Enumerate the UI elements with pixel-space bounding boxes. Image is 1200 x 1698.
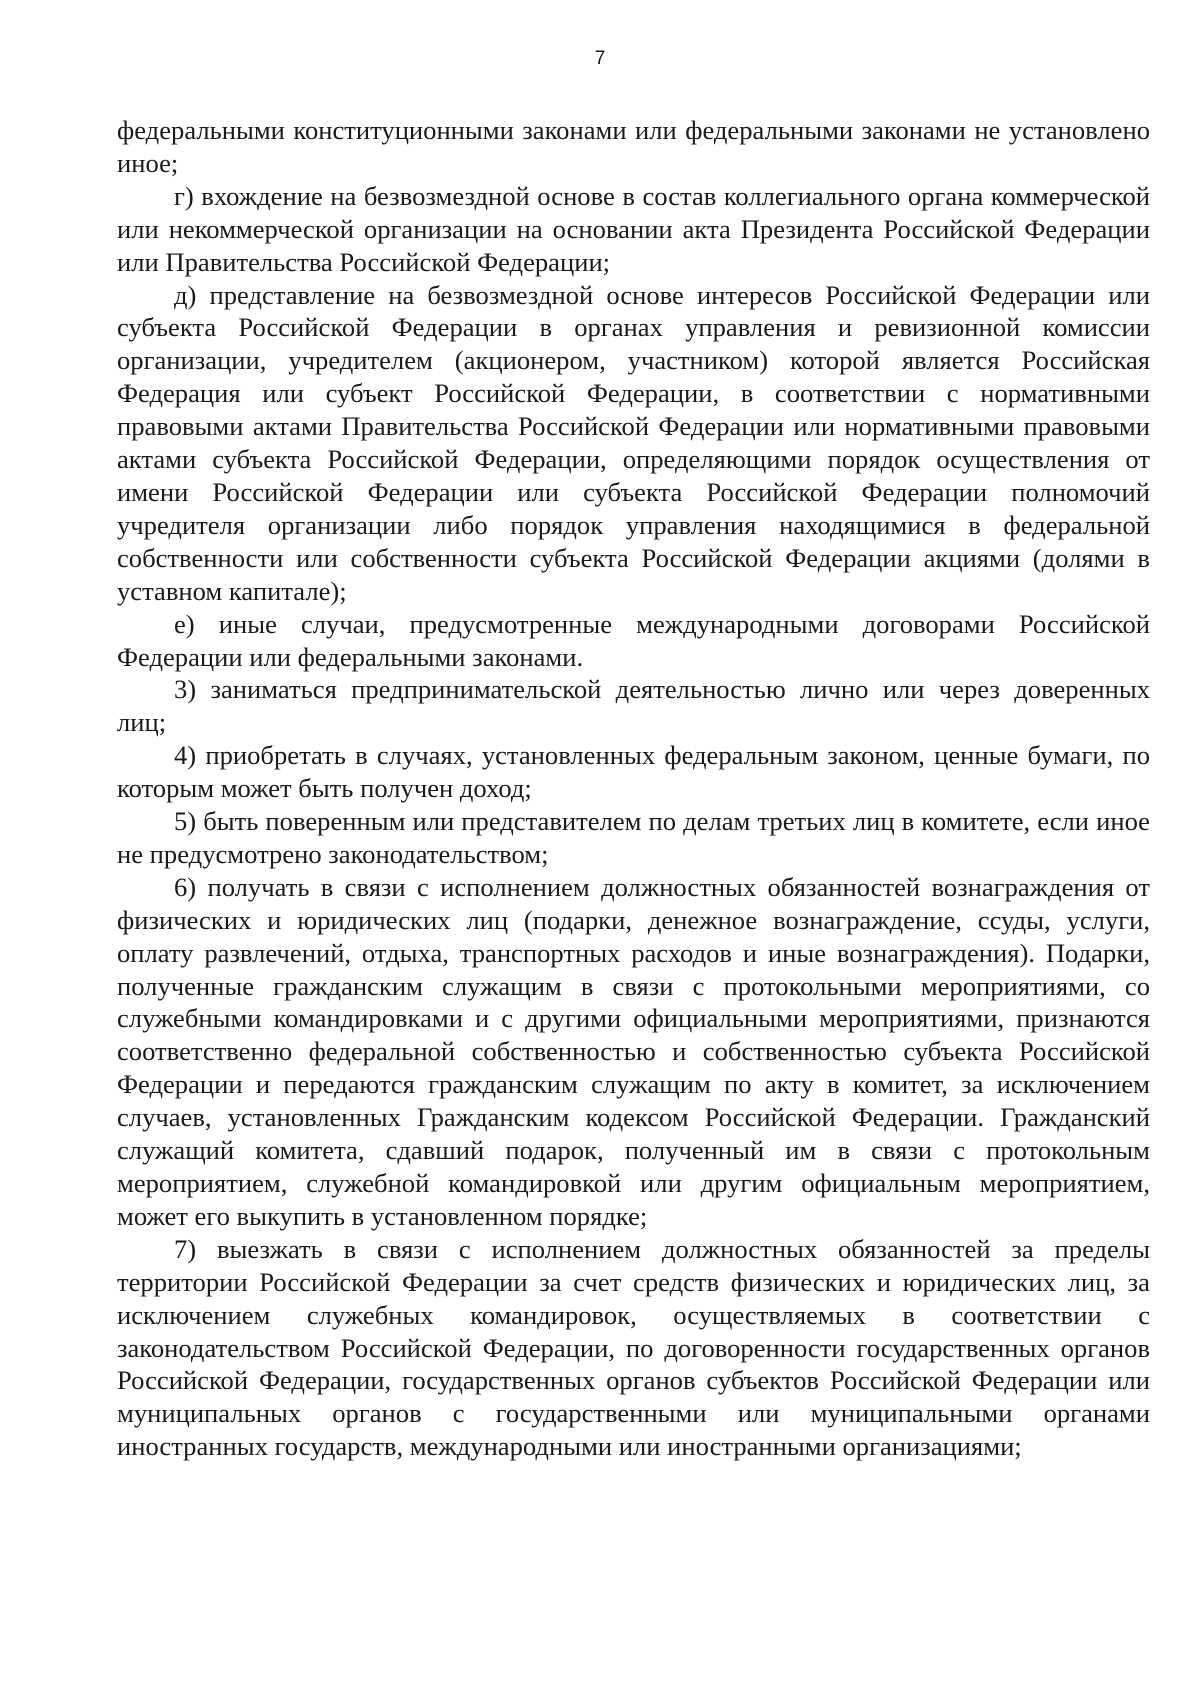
paragraph-item-3: 3) заниматься предпринимательской деятельностью лично или через доверенных лиц; bbox=[117, 674, 1150, 738]
document-body bbox=[117, 114, 1150, 1463]
paragraph-item-6: 6) получать в связи с исполнением должностных обязанностей вознаграждения от физических и юридических лиц (подарки, денежное вознаграждение, ссуды, услуги, оплату развлечений, отдыха, транспортных расходов и иные вознаграждения). Подарки, полученные гражданским служащим в связи с протокольными мероприятиями, со служебными командировками и с другими официальными мероприятиями, признаются соответственно федеральной собственностью и собственностью субъекта Российской Федерации и передаются гражданским служащим по акту в комитет, за исключением случаев, установленных Гражданским кодексом Российской Федерации. Гражданский служащий комитета, сдавший подарок, полученный им в связи с протокольным мероприятием, служебной командировкой или другим официальным мероприятием, может его выкупить в установленном порядке; bbox=[117, 871, 1150, 1231]
paragraph-continuation: федеральными конституционными законами или федеральными законами не установлено иное; bbox=[117, 115, 1150, 178]
page-number: 7 bbox=[594, 48, 606, 69]
paragraph-item-4: 4) приобретать в случаях, установленных федеральным законом, ценные бумаги, по которым может быть получен доход; bbox=[117, 740, 1150, 804]
paragraph-item-d: д) представление на безвозмездной основе интересов Российской Федерации или субъекта Российской Федерации в органах управления и ревизионной комиссии организации, учредителем (акционером, участником) которой является Российская Федерация или субъект Российской Федерации, в соответствии с нормативными правовыми актами Правительства Российской Федерации или нормативными правовыми актами субъекта Российской Федерации, определяющими порядок осуществления от имени Российской Федерации или субъекта Российской Федерации полномочий учредителя организации либо порядок управления находящимися в федеральной собственности или собственности субъекта Российской Федерации акциями (долями в уставном капитале); bbox=[117, 279, 1150, 606]
paragraph-item-5: 5) быть поверенным или представителем по делам третьих лиц в комитете, если иное не предусмотрено законодательством; bbox=[117, 806, 1150, 869]
paragraph-item-g: г) вхождение на безвозмездной основе в состав коллегиального органа коммерческой или некоммерческой организации на основании акта Президента Российской Федерации или Правительства Российской Федерации; bbox=[117, 180, 1150, 277]
paragraph-item-7: 7) выезжать в связи с исполнением должностных обязанностей за пределы территории Российской Федерации за счет средств физических и юридических лиц, за исключением служебных командировок, осуществляемых в соответствии с законодательством Российской Федерации, по договоренности государственных органов Российской Федерации, государственных органов субъектов Российской Федерации или муниципальных органов с государственными или муниципальными органами иностранных государств, международными или иностранными организациями; bbox=[117, 1233, 1150, 1462]
paragraph-item-e: е) иные случаи, предусмотренные международными договорами Российской Федерации или федеральными законами. bbox=[117, 608, 1150, 672]
